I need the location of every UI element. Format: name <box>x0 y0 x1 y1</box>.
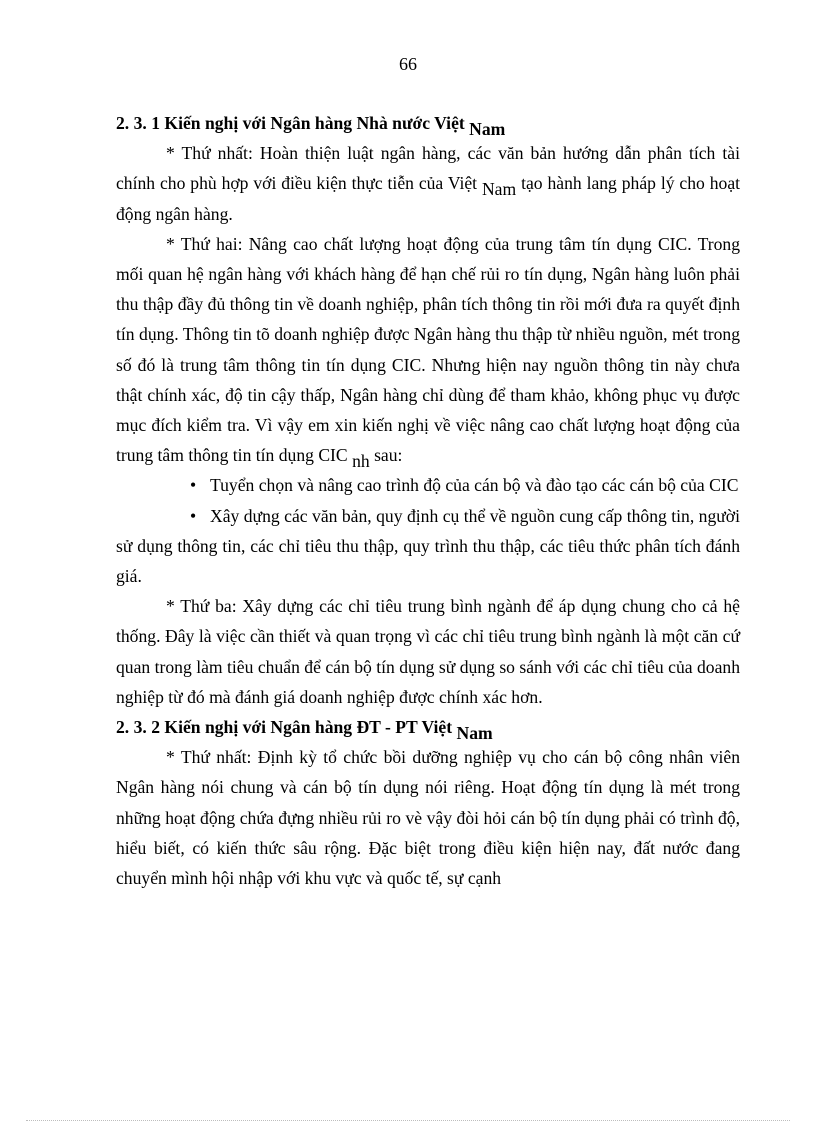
page-bottom-divider <box>26 1120 790 1121</box>
bullet-item <box>116 501 740 592</box>
document-body <box>116 108 740 893</box>
bullet-text: Xây dựng các văn bản, quy định cụ thể về nguồn cung cấp thông tin, người sử dụng thông tin, các chỉ tiêu thu thập, quy trình thu thập, các tiêu thức phân tích đánh giá. <box>116 505 740 587</box>
bullet-text: Tuyển chọn và nâng cao trình độ của cán bộ và đào tạo các cán bộ của CIC <box>210 475 739 496</box>
paragraph-text-end: tạo hành lang pháp lý cho hoạt động ngân hàng. <box>116 173 741 224</box>
bullet-dot-icon: • <box>190 475 197 496</box>
section-heading-2-3-2 <box>116 712 740 742</box>
paragraph-text-end: sau: <box>374 445 403 466</box>
heading-text: 2. 3. 1 Kiến nghị với Ngân hàng Nhà nước Việt <box>116 113 465 133</box>
heading-subscript: Nam <box>456 723 493 744</box>
bullet-item <box>116 470 740 500</box>
paragraph-first-recommendation <box>116 138 740 229</box>
paragraph-bank-recommendation: * Thứ nhất: Định kỳ tổ chức bồi dưỡng nghiệp vụ cho cán bộ công nhân viên Ngân hàng nói chung và cán bộ tín dụng nói riêng. Hoạt động tín dụng là mét trong những hoạt động chứa đựng nhiều rủi ro vè vậy đòi hỏi cán bộ tín dụng phải có trình độ, hiểu biết, có kiến thức sâu rộng. Đặc biệt trong điều kiện hiện nay, đất nước đang chuyển mình hội nhập với khu vực và quốc tế, sự cạnh <box>116 747 740 889</box>
inline-subscript: Nam <box>481 179 517 200</box>
inline-subscript: nh <box>352 451 370 472</box>
paragraph-text: * Thứ hai: Nâng cao chất lượng hoạt động của trung tâm tín dụng CIC. Trong mối quan hệ ngân hàng với khách hàng để hạn chế rủi ro tín dụng, Ngân hàng luôn phải thu thập đầy đủ thông tin về doanh nghiệp, phân tích thông tin rồi mới đưa ra quyết định tín dụng. Thông tin tõ doanh nghiệp được Ngân hàng thu thập từ nhiều nguồn, mét trong số đó là trung tâm thông tin tín dụng CIC. Nhưng hiện nay nguồn thông tin này chưa thật chính xác, độ tin cậy thấp, Ngân hàng chỉ dùng để tham khảo, không phục vụ được mục đích kiểm tra. Vì vậy em xin kiến nghị về việc nâng cao chất lượng hoạt động của trung tâm thông tin tín dụng CIC <box>116 233 740 466</box>
paragraph-third-recommendation: * Thứ ba: Xây dựng các chỉ tiêu trung bình ngành để áp dụng chung cho cả hệ thống. Đây là việc cần thiết và quan trọng vì các chỉ tiêu trung bình ngành là một căn cứ quan trong làm tiêu chuẩn để cán bộ tín dụng sử dụng so sánh với các chỉ tiêu của doanh nghiệp từ đó mà đánh giá doanh nghiệp được chính xác hơn. <box>116 596 740 707</box>
page-number: 66 <box>399 54 417 74</box>
heading-subscript: Nam <box>469 119 506 139</box>
paragraph-second-recommendation <box>116 229 740 471</box>
paragraph-text: * Thứ nhất: Hoàn thiện luật ngân hàng, các văn bản hướng dẫn phân tích tài chính cho phù hợp với điều kiện thực tiễn của Việt <box>116 143 740 194</box>
heading-text: 2. 3. 2 Kiến nghị với Ngân hàng ĐT - PT Việt <box>116 717 453 738</box>
bullet-dot-icon: • <box>190 505 197 526</box>
section-heading-2-3-1 <box>116 108 740 138</box>
